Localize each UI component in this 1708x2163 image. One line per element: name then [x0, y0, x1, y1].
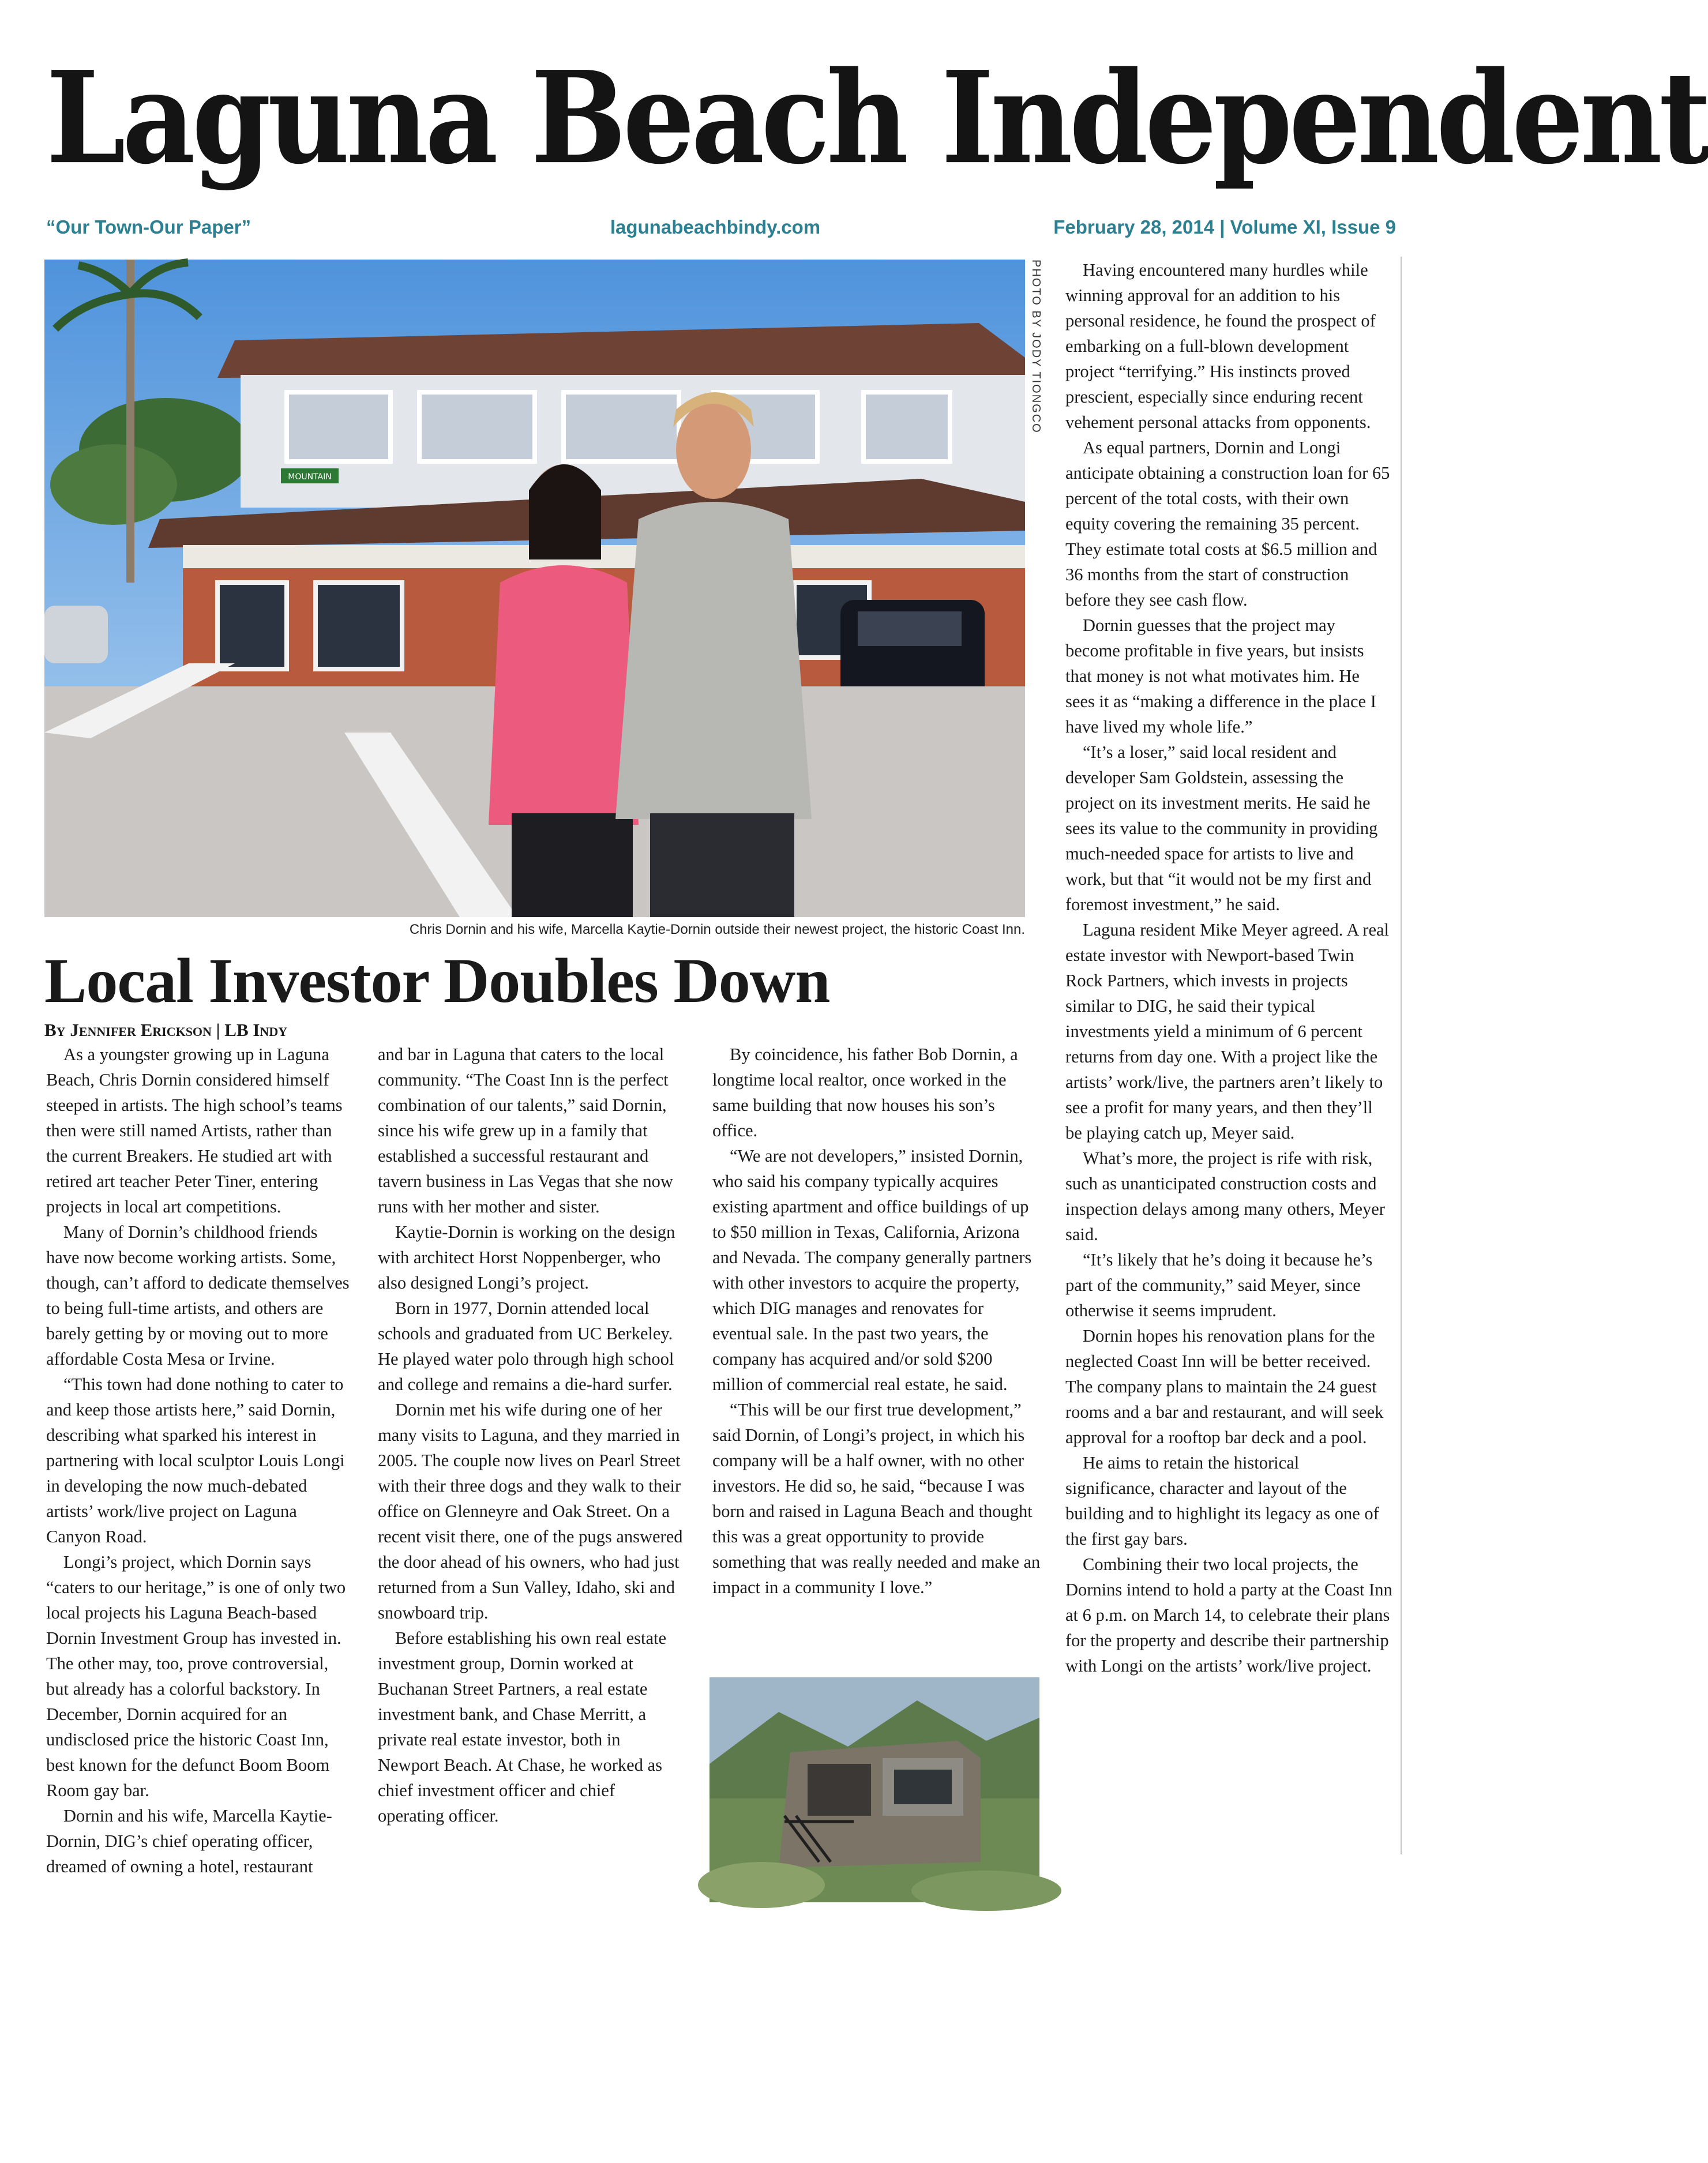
paragraph: “It’s likely that he’s doing it because he’s part of the community,” said Meyer, since otherwise it seems imprudent. [1065, 1250, 1373, 1320]
byline: By Jennifer Erickson | LB Indy [44, 1020, 288, 1040]
paragraph: As equal partners, Dornin and Longi anticipate obtaining a construction loan for 65 percent of the total costs, with their own equity covering the remaining 35 percent. They estimate total costs at $6.5 million and 36 months from the start of construction before they see cash flow. [1065, 438, 1390, 610]
article-column-4 [1065, 257, 1392, 1855]
article-column-3 [712, 1042, 1041, 1676]
paragraph: Kaytie-Dornin is working on the design with architect Horst Noppenberger, who also designed Longi’s project. [378, 1222, 675, 1293]
photo-caption: Chris Dornin and his wife, Marcella Kaytie-Dornin outside their newest project, the historic Coast Inn. [409, 922, 1025, 937]
paragraph: Dornin met his wife during one of her many visits to Laguna, and they married in 2005. The couple now lives on Pearl Street with their three dogs and they walk to their office on Glenneyre and Oak Street. On a recent visit there, one of the pugs answered the door ahead of his owners, who had just returned from a Sun Valley, Idaho, ski and snowboard trip. [378, 1400, 683, 1623]
article-column-1 [46, 1042, 353, 1907]
paragraph: “We are not developers,” insisted Dornin, who said his company typically acquires existing apartment and office buildings of up to $50 million in Texas, California, Arizona and Nevada. The company generally partners with other investors to acquire the property, which DIG manages and renovates for eventual sale. In the past two years, the company has acquired and/or sold $200 million of commercial real estate, he said. [712, 1146, 1032, 1394]
column-rule [1401, 257, 1402, 1854]
photo-credit: PHOTO BY JODY TIONGCO [1030, 260, 1042, 434]
street-sign-text: MOUNTAIN [288, 472, 332, 482]
article-column-2 [378, 1042, 685, 1907]
project-rendering-illustration [710, 1677, 1039, 1902]
masthead [46, 23, 1708, 213]
main-photo-illustration [44, 260, 1025, 917]
paragraph: By coincidence, his father Bob Dornin, a longtime local realtor, once worked in the same building that now houses his son’s office. [712, 1045, 1018, 1140]
paragraph: Dornin hopes his renovation plans for the neglected Coast Inn will be better received. The company plans to maintain the 24 guest rooms and a bar and restaurant, and will seek approval for a rooftop bar deck and a pool. [1065, 1326, 1384, 1447]
paragraph: He aims to retain the historical significance, character and layout of the building and to highlight its legacy as one of the first gay bars. [1065, 1453, 1379, 1549]
issue-info: February 28, 2014 | Volume XI, Issue 9 [1053, 216, 1396, 238]
paragraph: Dornin guesses that the project may become profitable in five years, but insists that money is not what motivates him. He sees it as “making a difference in the place I have lived my whole life.” [1065, 615, 1376, 737]
paragraph: Longi’s project, which Dornin says “caters to our heritage,” is one of only two local projects his Laguna Beach-based Dornin Investment Group has invested in. The other may, too, prove controversial, but already has a colorful backstory. In December, Dornin acquired for an undisclosed price the historic Coast Inn, best known for the defunct Boom Boom Room gay bar. [46, 1552, 346, 1800]
masthead-title: Laguna Beach Independent [46, 44, 1708, 193]
tagline: “Our Town-Our Paper” [46, 216, 251, 238]
paragraph: Before establishing his own real estate investment group, Dornin worked at Buchanan Street Partners, a real estate investment bank, and Chase Merritt, a private real estate investor, both in Newport Beach. At Chase, he worked as chief investment officer and chief operating officer. [378, 1628, 667, 1826]
main-photo [44, 260, 1025, 917]
paragraph: Many of Dornin’s childhood friends have now become working artists. Some, though, can’t afford to dedicate themselves to being full-time artists, and others are barely getting by or moving out to more affordable Costa Mesa or Irvine. [46, 1222, 350, 1369]
paragraph: “This town had done nothing to cater to and keep those artists here,” said Dornin, describing what sparked his interest in partnering with local sculptor Louis Longi in developing the now much-debated artists’ work/live project on Laguna Canyon Road. [46, 1375, 345, 1546]
paragraph: Born in 1977, Dornin attended local schools and graduated from UC Berkeley. He played water polo through high school and college and remains a die-hard surfer. [378, 1298, 674, 1394]
paragraph: “It’s a loser,” said local resident and developer Sam Goldstein, assessing the project on its investment merits. He said he sees its value to the community in providing much-needed space for artists to live and work, but that “it would not be my first and foremost investment,” he said. [1065, 742, 1378, 914]
paragraph: “This will be our first true development,” said Dornin, of Longi’s project, in which his company will be a half owner, with no other investors. He did so, he said, “because I was born and raised in Laguna Beach and thought this was a great opportunity to provide something that was really needed and make an impact in a community I love.” [712, 1400, 1041, 1597]
paragraph: What’s more, the project is rife with risk, such as unanticipated construction costs and inspection delays among many others, Meyer said. [1065, 1148, 1385, 1244]
paragraph: As a youngster growing up in Laguna Beach, Chris Dornin considered himself steeped in artists. The high school’s teams then were still named Artists, rather than the current Breakers. He studied art with retired art teacher Peter Tiner, entering projects in local art competitions. [46, 1045, 343, 1216]
paragraph: Laguna resident Mike Meyer agreed. A real estate investor with Newport-based Twin Rock Partners, which invests in projects similar to DIG, he said their typical investments yield a minimum of 6 percent returns from day one. With a project like the artists’ work/live, the partners aren’t likely to see a profit for many years, and then they’ll be playing catch up, Meyer said. [1065, 920, 1389, 1143]
paragraph: and bar in Laguna that caters to the local community. “The Coast Inn is the perfect combination of our talents,” said Dornin, since his wife grew up in a family that established a successful restaurant and tavern business in Las Vegas that she now runs with her mother and sister. [378, 1045, 673, 1216]
paragraph: Combining their two local projects, the Dornins intend to hold a party at the Coast Inn at 6 p.m. on March 14, to celebrate their plans for the property and describe their partnership with Longi on the artists’ work/live project. [1065, 1554, 1392, 1676]
project-rendering [710, 1677, 1039, 1902]
website: lagunabeachbindy.com [610, 216, 821, 238]
paragraph: Having encountered many hurdles while winning approval for an addition to his personal residence, he found the prospect of embarking on a full-blown development project “terrifying.” His instincts proved prescient, especially since enduring recent vehement personal attacks from opponents. [1065, 260, 1376, 432]
paragraph: Dornin and his wife, Marcella Kaytie-Dornin, DIG’s chief operating officer, dreamed of owning a hotel, restaurant [46, 1806, 332, 1876]
headline: Local Investor Doubles Down [44, 945, 830, 1016]
